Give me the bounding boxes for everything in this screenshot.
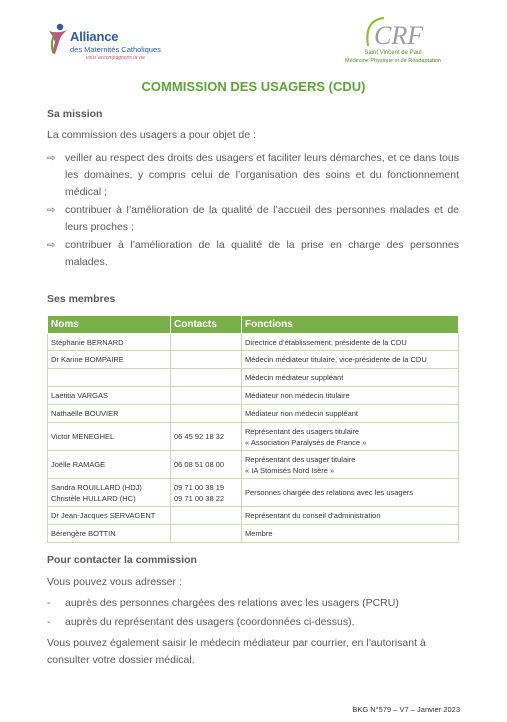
alliance-logo bbox=[46, 20, 186, 70]
logo-right-line1: Saint Vincent de Paul bbox=[364, 50, 422, 56]
table-row bbox=[48, 351, 459, 369]
member-function: Directrice d’établissement, présidente de la CDU bbox=[242, 334, 459, 351]
member-function: Médiateur non médecin titulaire bbox=[242, 387, 459, 405]
column-header-functions: Fonctions bbox=[242, 316, 459, 334]
table-row bbox=[48, 334, 459, 351]
member-name: Dr Jean-Jacques SERVAGENT bbox=[48, 507, 171, 525]
member-function: Représentant du conseil d’administration bbox=[242, 507, 459, 525]
member-contact bbox=[171, 525, 242, 543]
table-row bbox=[48, 451, 459, 479]
list-item: ⇨ contribuer à l’amélioration de la qualité de la prise en charge des personnes malades. bbox=[47, 239, 459, 268]
list-item: ⇨ veiller au respect des droits des usagers et faciliter leurs démarches, et ce dans tous les domaines, y compris celui de l’organisation des soins et du fonctionnement médical ; bbox=[47, 152, 459, 198]
member-name: Sandra ROUILLARD (HDJ) Christèle HULLARD (HC) bbox=[48, 479, 171, 507]
logo-right-line2: Médecine Physique et de Réadaptation bbox=[344, 58, 441, 64]
member-name: Joëlle RAMAGE bbox=[48, 451, 171, 479]
arrow-right-icon: ⇨ bbox=[47, 240, 56, 251]
members-table bbox=[47, 315, 459, 543]
logo-left-subtitle: des Maternités Catholiques bbox=[70, 45, 161, 54]
member-contact: 06 45 92 18 32 bbox=[171, 423, 242, 451]
contact-intro: Vous pouvez vous adresser : bbox=[47, 576, 182, 588]
member-contact: 06 08 51 08 00 bbox=[171, 451, 242, 479]
logo-left-title: Alliance bbox=[70, 29, 119, 44]
crf-logo-mark bbox=[338, 14, 448, 50]
mission-intro: La commission des usagers a pour objet de : bbox=[47, 129, 256, 141]
table-header-row bbox=[48, 316, 459, 334]
contact-list bbox=[47, 594, 399, 632]
column-header-contacts: Contacts bbox=[171, 316, 242, 334]
member-contact bbox=[171, 387, 242, 405]
contact-outro: Vous pouvez également saisir le médecin médiateur par courrier, en l’autorisant à consulter votre dossier médical. bbox=[47, 637, 426, 666]
member-contact bbox=[171, 351, 242, 369]
member-name: Laetitia VARGAS bbox=[48, 387, 171, 405]
logo-left-tagline: vous accompagnons la vie bbox=[86, 55, 145, 61]
member-name: Bérengère BOTTIN bbox=[48, 525, 171, 543]
table-row bbox=[48, 525, 459, 543]
arrow-right-icon: ⇨ bbox=[47, 153, 56, 164]
table-row bbox=[48, 369, 459, 387]
table-row bbox=[48, 423, 459, 451]
list-item: - auprès du représentant des usagers (coordonnées ci-dessus). bbox=[47, 613, 399, 632]
dash-bullet: - bbox=[47, 597, 51, 609]
member-function: Personnes chargée des relations avec les usagers bbox=[242, 479, 459, 507]
person-figure-icon bbox=[46, 22, 70, 56]
mission-heading: Sa mission bbox=[47, 108, 103, 120]
member-function: Médecin médiateur suppléant bbox=[242, 369, 459, 387]
contact-heading: Pour contacter la commission bbox=[47, 554, 197, 566]
member-name: Stéphanie BERNARD bbox=[48, 334, 171, 351]
mission-list bbox=[47, 150, 459, 272]
crf-logo bbox=[338, 14, 448, 74]
member-contact bbox=[171, 405, 242, 423]
members-heading: Ses membres bbox=[47, 293, 116, 305]
member-function: Médecin médiateur titulaire, vice-présidente de la CDU bbox=[242, 351, 459, 369]
member-name bbox=[48, 369, 171, 387]
list-item: ⇨ contribuer à l’amélioration de la qualité de l’accueil des personnes malades et de leurs proches ; bbox=[47, 204, 459, 233]
svg-text:CRF: CRF bbox=[374, 21, 424, 50]
page-title: COMMISSION DES USAGERS (CDU) bbox=[141, 79, 366, 94]
dash-bullet: - bbox=[47, 616, 51, 628]
member-contact bbox=[171, 507, 242, 525]
arrow-right-icon: ⇨ bbox=[47, 205, 56, 216]
member-contact: 09 71 00 38 19 09 71 00 38 22 bbox=[171, 479, 242, 507]
member-name: Victor MENEGHEL bbox=[48, 423, 171, 451]
table-row bbox=[48, 479, 459, 507]
member-name: Nathaëlle BOUVIER bbox=[48, 405, 171, 423]
member-contact bbox=[171, 369, 242, 387]
table-row bbox=[48, 405, 459, 423]
column-header-names: Noms bbox=[48, 316, 171, 334]
document-reference: BKG N°579 – V7 – Janvier 2023 bbox=[352, 705, 460, 714]
member-function: Médiateur non médecin suppléant bbox=[242, 405, 459, 423]
member-function: Représentant des usager titulaire « IA Stomisés Nord Isère » bbox=[242, 451, 459, 479]
member-name: Dr Karine BOMPAIRE bbox=[48, 351, 171, 369]
list-item: - auprès des personnes chargées des relations avec les usagers (PCRU) bbox=[47, 594, 399, 613]
table-row bbox=[48, 507, 459, 525]
table-row bbox=[48, 387, 459, 405]
member-function: Représentant des usagers titulaire « Association Paralysés de France » bbox=[242, 423, 459, 451]
member-function: Membre bbox=[242, 525, 459, 543]
member-contact bbox=[171, 334, 242, 351]
